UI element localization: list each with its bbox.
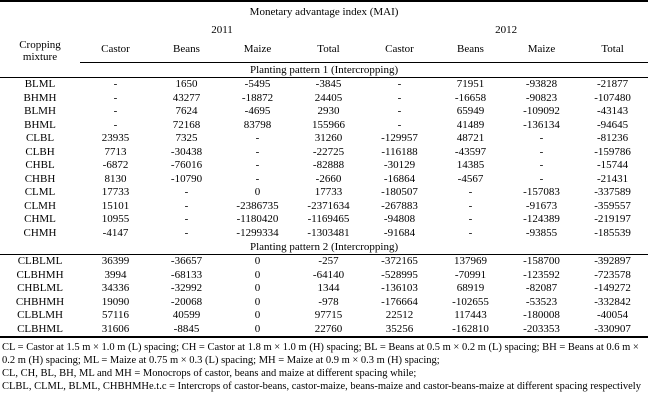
cell-value: -337589 — [594, 186, 631, 199]
cell-value: -16864 — [383, 172, 416, 185]
cell-value: - — [184, 226, 189, 239]
cell-value: -159786 — [594, 145, 631, 158]
cell-value: -116188 — [381, 145, 418, 158]
cell-value: 7624 — [175, 105, 198, 118]
cell-value: -4567 — [457, 172, 484, 185]
row-label-mixture: CLBL — [25, 132, 55, 145]
table-row — [0, 186, 648, 200]
cell-value: -30438 — [170, 145, 203, 158]
row-label-mixture: CLBLMH — [17, 309, 63, 322]
cell-value: -149272 — [594, 282, 631, 295]
row-label-mixture: BLML — [24, 78, 56, 91]
cell-value: 17733 — [314, 186, 343, 199]
cell-value: 7325 — [175, 132, 198, 145]
table-row — [0, 309, 648, 323]
table-row — [0, 269, 648, 283]
table-row — [0, 227, 648, 241]
cell-value: 36399 — [101, 255, 130, 268]
cell-value: -330907 — [594, 322, 631, 335]
column-header-row — [0, 36, 648, 63]
cell-value: -267883 — [381, 199, 418, 212]
cell-value: -18872 — [241, 91, 274, 104]
cell-value: 68919 — [456, 282, 485, 295]
cell-value: 83798 — [243, 118, 272, 131]
cell-value: - — [255, 159, 260, 172]
row-label-mixture: CLBHMH — [16, 268, 64, 281]
cell-value: -90823 — [525, 91, 558, 104]
table-row — [0, 282, 648, 296]
cell-value: - — [468, 186, 473, 199]
cell-value: 43277 — [172, 91, 201, 104]
row-label-mixture: CHML — [24, 213, 56, 226]
row-label-mixture: BHML — [24, 118, 56, 131]
cell-value: -359557 — [594, 199, 631, 212]
cell-value: - — [113, 105, 118, 118]
cell-value: - — [468, 199, 473, 212]
cell-value: - — [468, 213, 473, 226]
cell-value: 22760 — [314, 322, 343, 335]
cell-value: 57116 — [101, 309, 130, 322]
cell-value: -94645 — [596, 118, 629, 131]
row-label-mixture: CLBLML — [17, 255, 63, 268]
cell-value: -1169465 — [307, 213, 350, 226]
table-row — [0, 105, 648, 119]
cell-value: - — [397, 91, 402, 104]
cell-value: -10790 — [170, 172, 203, 185]
column-header-maize-2012: Maize — [506, 36, 577, 63]
cell-value: 48721 — [456, 132, 485, 145]
cell-value: 117443 — [454, 309, 487, 322]
cell-value: -43597 — [454, 145, 487, 158]
cell-value: -2371634 — [307, 199, 350, 212]
cell-value: -723578 — [594, 268, 631, 281]
cell-value: 15101 — [101, 199, 130, 212]
cell-value: -40054 — [596, 309, 629, 322]
section-header-row-2 — [0, 240, 648, 255]
cell-value: -102655 — [452, 295, 489, 308]
section-header-row-1 — [0, 63, 648, 78]
cell-value: 0 — [254, 309, 261, 322]
cell-value: -2386735 — [236, 199, 279, 212]
row-label-mixture: CHBL — [25, 159, 55, 172]
cell-value: - — [539, 145, 544, 158]
cell-value: - — [539, 159, 544, 172]
cell-value: 17733 — [101, 186, 130, 199]
cell-value: -36657 — [170, 255, 203, 268]
cell-value: -15744 — [596, 159, 629, 172]
cell-value: -91673 — [525, 199, 558, 212]
cell-value: -5495 — [244, 78, 271, 91]
cell-value: 0 — [254, 255, 261, 268]
cell-value: 19090 — [101, 295, 130, 308]
cell-value: - — [397, 118, 402, 131]
cell-value: 71951 — [456, 78, 485, 91]
column-header-beans-2011: Beans — [151, 36, 222, 63]
cell-value: 8130 — [104, 172, 127, 185]
table-row — [0, 213, 648, 227]
cell-value: 1344 — [317, 282, 340, 295]
cell-value: - — [113, 118, 118, 131]
cell-value: -53523 — [525, 295, 558, 308]
cell-value: -4147 — [102, 226, 129, 239]
cell-value: -68133 — [170, 268, 203, 281]
cell-value: -93828 — [525, 78, 558, 91]
column-header-castor-2012: Castor — [364, 36, 435, 63]
column-header-total-2012: Total — [577, 36, 648, 63]
cell-value: - — [255, 132, 260, 145]
cell-value: 0 — [254, 322, 261, 335]
table-row — [0, 78, 648, 92]
cell-value: 31606 — [101, 322, 130, 335]
cell-value: 0 — [254, 186, 261, 199]
table-row — [0, 132, 648, 146]
column-header-maize-2011: Maize — [222, 36, 293, 63]
row-label-mixture: CLML — [24, 186, 56, 199]
cell-value: -203353 — [523, 322, 560, 335]
row-label-mixture: CHBH — [24, 172, 56, 185]
table-row — [0, 159, 648, 173]
column-header-castor-2011: Castor — [80, 36, 151, 63]
cell-value: -123592 — [523, 268, 560, 281]
cell-value: 155966 — [312, 118, 345, 131]
cell-value: 3994 — [104, 268, 127, 281]
cell-value: - — [113, 78, 118, 91]
table-row — [0, 119, 648, 133]
cell-value: 34336 — [101, 282, 130, 295]
cell-value: -1299334 — [236, 226, 279, 239]
column-header-total-2011: Total — [293, 36, 364, 63]
table-row — [0, 173, 648, 187]
cell-value: -20068 — [170, 295, 203, 308]
cell-value: -332842 — [594, 295, 631, 308]
cell-value: -157083 — [523, 186, 560, 199]
table-row — [0, 296, 648, 310]
row-label-mixture: BHMH — [23, 91, 57, 104]
table-row — [0, 146, 648, 160]
cell-value: -43143 — [596, 105, 629, 118]
cell-value: 14385 — [456, 159, 485, 172]
cell-value: -21431 — [596, 172, 629, 185]
table-row — [0, 92, 648, 106]
row-label-mixture: CLMH — [24, 199, 56, 212]
cell-value: -107480 — [594, 91, 631, 104]
cell-value: -81236 — [596, 132, 629, 145]
cell-value: -64140 — [312, 268, 345, 281]
cell-value: 22512 — [385, 309, 414, 322]
cell-value: -528995 — [381, 268, 418, 281]
cell-value: -129957 — [381, 132, 418, 145]
cell-value: -82888 — [312, 159, 345, 172]
cell-value: -372165 — [381, 255, 418, 268]
cropping-mixture-label: Cropping mixture — [19, 38, 61, 63]
cell-value: -2660 — [315, 172, 342, 185]
cell-value: 72168 — [172, 118, 201, 131]
cell-value: -30129 — [383, 159, 416, 172]
table-row — [0, 323, 648, 338]
cell-value: -392897 — [594, 255, 631, 268]
table-row — [0, 255, 648, 269]
cell-value: -176664 — [381, 295, 418, 308]
year-header-row — [0, 22, 648, 36]
cell-value: -3845 — [315, 78, 342, 91]
cell-value: 7713 — [104, 145, 127, 158]
cell-value: -22725 — [312, 145, 345, 158]
cell-value: - — [184, 186, 189, 199]
cell-value: - — [184, 213, 189, 226]
year-header-2011: 2011 — [211, 24, 233, 36]
row-label-mixture: CHBLML — [17, 282, 63, 295]
cell-value: 23935 — [101, 132, 130, 145]
cell-value: -32992 — [170, 282, 203, 295]
column-header-cropping-mixture — [0, 22, 80, 63]
row-label-mixture: CLBHML — [17, 322, 63, 335]
cell-value: - — [113, 91, 118, 104]
footnote-line: CL, CH, BL, BH, ML and MH = Monocrops of castor, beans and maize at different spacing while; — [2, 368, 417, 379]
cell-value: -136134 — [523, 118, 560, 131]
cell-value: -21877 — [596, 78, 629, 91]
cell-value: -1303481 — [307, 226, 350, 239]
footnotes — [0, 341, 648, 393]
title-row — [0, 1, 648, 22]
cell-value: 137969 — [454, 255, 487, 268]
cell-value: -76016 — [170, 159, 203, 172]
cell-value: -158700 — [523, 255, 560, 268]
cell-value: -185539 — [594, 226, 631, 239]
cell-value: 65949 — [456, 105, 485, 118]
cell-value: 2930 — [317, 105, 340, 118]
cell-value: - — [397, 105, 402, 118]
cell-value: - — [468, 226, 473, 239]
cell-value: -136103 — [381, 282, 418, 295]
cell-value: -91684 — [383, 226, 416, 239]
cell-value: -109092 — [523, 105, 560, 118]
cell-value: 41489 — [456, 118, 485, 131]
cell-value: 10955 — [101, 213, 130, 226]
cell-value: - — [539, 172, 544, 185]
cell-value: -124389 — [523, 213, 560, 226]
column-header-beans-2012: Beans — [435, 36, 506, 63]
cell-value: -4695 — [244, 105, 271, 118]
row-label-mixture: CHMH — [23, 226, 57, 239]
cell-value: -162810 — [452, 322, 489, 335]
section-header-label: Planting pattern 2 (Intercropping) — [0, 240, 648, 255]
cell-value: 0 — [254, 268, 261, 281]
cell-value: -6872 — [102, 159, 129, 172]
cell-value: -978 — [318, 295, 339, 308]
cell-value: -180008 — [523, 309, 560, 322]
cell-value: 0 — [254, 282, 261, 295]
table-title: Monetary advantage index (MAI) — [249, 6, 399, 18]
cell-value: - — [184, 199, 189, 212]
cell-value: -219197 — [594, 213, 631, 226]
cell-value: -82087 — [525, 282, 558, 295]
row-label-mixture: BLMH — [24, 105, 56, 118]
cell-value: -1180420 — [236, 213, 279, 226]
cell-value: 97715 — [314, 309, 343, 322]
cell-value: 31260 — [314, 132, 343, 145]
row-label-mixture: CHBHMH — [15, 295, 65, 308]
table-row — [0, 200, 648, 214]
year-header-2012: 2012 — [495, 24, 518, 36]
cell-value: 0 — [254, 295, 261, 308]
cell-value: - — [397, 78, 402, 91]
cell-value: - — [255, 145, 260, 158]
cell-value: -70991 — [454, 268, 487, 281]
cell-value: -257 — [318, 255, 339, 268]
cell-value: 1650 — [175, 78, 198, 91]
cell-value: -16658 — [454, 91, 487, 104]
cell-value: - — [539, 132, 544, 145]
cell-value: -8845 — [173, 322, 200, 335]
cell-value: 40599 — [172, 309, 201, 322]
footnote-line: CL = Castor at 1.5 m × 1.0 m (L) spacing; CH = Castor at 1.8 m × 1.0 m (H) spacing; BL = Beans at 0.5 m × 0.2 m (L) spacing; BH = Beans at 0.6 m × 0.2 m (H) spacing; ML = Maize at 0.75 m × 0.3 (L) spacing; MH = Maize at 0.9 m × 0.3 m (H) spacing; — [2, 342, 639, 366]
row-label-mixture: CLBH — [25, 145, 55, 158]
footnote-line: CLBL, CLML, BLML, CHBHMHe.t.c = Intercrops of castor-beans, castor-maize, beans-maize and castor-beans-maize at different spacing respectively — [2, 381, 641, 392]
cell-value: -94808 — [383, 213, 416, 226]
cell-value: 35256 — [385, 322, 414, 335]
cell-value: -180507 — [381, 186, 418, 199]
cell-value: - — [255, 172, 260, 185]
cell-value: 24405 — [314, 91, 343, 104]
section-header-label: Planting pattern 1 (Intercropping) — [0, 63, 648, 78]
cell-value: -93855 — [525, 226, 558, 239]
